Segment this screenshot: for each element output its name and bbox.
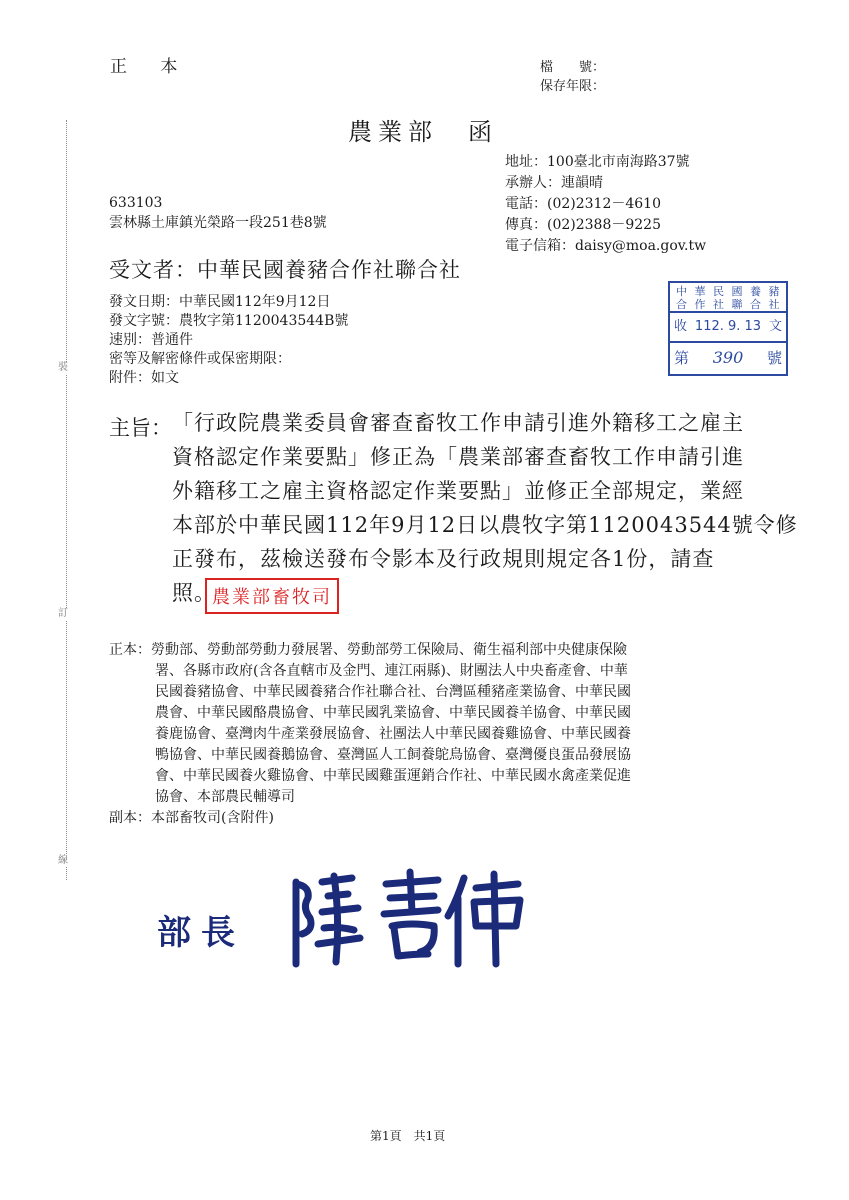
attachment: 附件：如文 — [109, 370, 179, 386]
stamp-no-suffix: 號 — [766, 349, 782, 367]
stamp-doc: 文 — [768, 319, 782, 334]
document-title: 農業部 函 — [348, 118, 498, 146]
sender-contact: 承辦人：連韻晴 — [505, 175, 603, 191]
copy-mark: 正 本 — [110, 57, 192, 77]
street-address: 雲林縣土庫鎮光榮路一段251巷8號 — [109, 215, 327, 231]
binding-line — [66, 120, 67, 880]
stamp-org — [670, 283, 786, 313]
issue-date: 發文日期：中華民國112年9月12日 — [109, 294, 331, 310]
stamp-no-prefix: 第 — [674, 349, 690, 367]
cc-primary-line: 農會、中華民國酪農協會、中華民國乳業協會、中華民國養羊協會、中華民國 — [155, 705, 631, 721]
binding-mark-staple: 訂 — [58, 608, 68, 619]
document-meta — [109, 293, 348, 388]
cc-primary-line: 署、各縣市政府(含各直轄市及金門、連江兩縣)、財團法人中央畜產會、中華 — [155, 663, 628, 679]
cc-secondary: 副本：本部畜牧司(含附件) — [109, 810, 274, 826]
minister-signature — [288, 868, 528, 968]
sender-info — [505, 152, 706, 257]
retention-period: 保存年限： — [540, 79, 606, 94]
stamp-date: 112. 9. 13 — [694, 319, 762, 334]
binding-mark-bind: 裝 — [58, 362, 68, 373]
secrecy-level: 密等及解密條件或保密期限： — [109, 351, 291, 367]
subject-line: 外籍移工之雇主資格認定作業要點」並修正全部規定，業經 — [172, 479, 744, 503]
cc-primary-line: 鴨協會、中華民國養鵝協會、臺灣區人工飼養鴕鳥協會、臺灣優良蛋品發展協 — [155, 747, 631, 763]
recipient: 受文者：中華民國養豬合作社聯合社 — [109, 258, 461, 282]
sender-phone: 電話：(02)2312－4610 — [505, 196, 661, 212]
subject-label: 主旨： — [109, 416, 172, 440]
signatory-title: 部長 — [157, 913, 245, 953]
sender-fax: 傳真：(02)2388－9225 — [505, 217, 661, 233]
sender-address: 地址：100臺北市南海路37號 — [505, 154, 690, 170]
postal-code: 633103 — [109, 195, 163, 211]
file-meta — [540, 58, 605, 96]
sender-email: 電子信箱：daisy@moa.gov.tw — [505, 238, 707, 254]
file-number: 檔 號： — [540, 60, 606, 75]
receipt-stamp — [668, 281, 788, 376]
subject-line: 本部於中華民國112年9月12日以農牧字第1120043544號令修 — [172, 513, 798, 537]
binding-mark-line: 線 — [58, 855, 68, 866]
cc-primary-line: 養鹿協會、臺灣肉牛產業發展協會、社團法人中華民國養雞協會、中華民國養 — [155, 726, 631, 742]
page-footer: 第1頁 共1頁 — [370, 1129, 446, 1143]
cc-primary-line: 協會、本部農民輔導司 — [155, 789, 295, 805]
cc-primary-line: 正本：勞動部、勞動部勞動力發展署、勞動部勞工保險局、衛生福利部中央健康保險 — [109, 642, 627, 658]
subject-line: 正發布，茲檢送發布令影本及行政規則規定各1份，請查 — [172, 547, 715, 571]
stamp-org-line: 中 華 民 國 養 豬 — [676, 285, 782, 298]
reference-number: 發文字號：農牧字第1120043544B號 — [109, 313, 349, 329]
subject-line: 照。 — [172, 581, 216, 605]
cc-primary-line: 會、中華民國養火雞協會、中華民國雞蛋運銷合作社、中華民國水禽產業促進 — [155, 768, 631, 784]
stamp-number-row — [670, 343, 786, 373]
subject-line: 資格認定作業要點」修正為「農業部審查畜牧工作申請引進 — [172, 445, 744, 469]
stamp-date-row — [670, 313, 786, 343]
stamp-no-value: 390 — [712, 348, 744, 367]
distribution-list — [109, 640, 631, 829]
stamp-recv: 收 — [674, 319, 688, 334]
department-seal: 農業部畜牧司 — [205, 578, 339, 614]
delivery-speed: 速別：普通件 — [109, 332, 193, 348]
subject-line: 「行政院農業委員會審查畜牧工作申請引進外籍移工之雇主 — [172, 411, 744, 435]
stamp-org-line: 合 作 社 聯 合 社 — [676, 298, 782, 311]
recipient-address — [109, 193, 327, 233]
cc-primary-line: 民國養豬協會、中華民國養豬合作社聯合社、台灣區種豬產業協會、中華民國 — [155, 684, 631, 700]
